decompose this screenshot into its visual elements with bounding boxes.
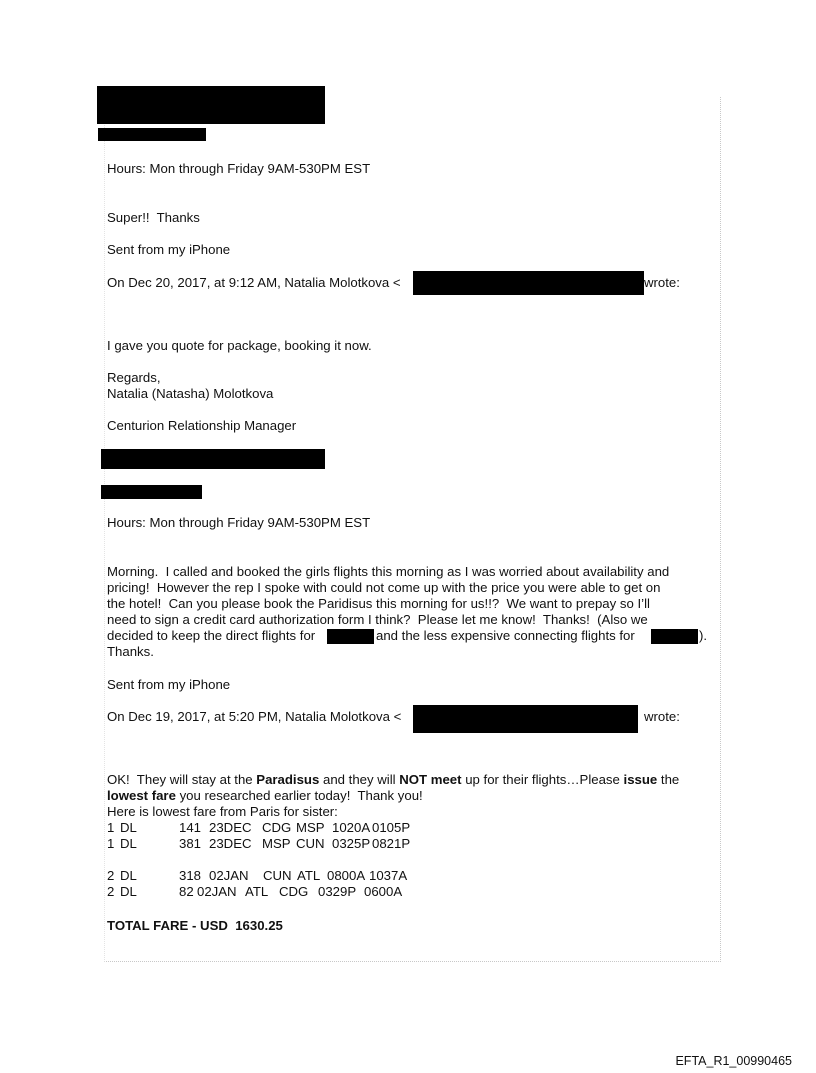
itinerary-date: 02JAN — [209, 868, 249, 883]
itinerary-to: CUN — [296, 836, 325, 851]
ok-message-line — [107, 788, 423, 804]
hotel-name-bold: Paradisus — [256, 772, 320, 787]
itinerary-dep: 0800A — [327, 868, 366, 883]
itinerary-date: 23DEC — [209, 820, 252, 835]
lowest-fare-bold: l — [107, 788, 111, 803]
redaction-block — [101, 485, 202, 499]
signature-hours: Hours: Mon through Friday 9AM-530PM EST — [107, 515, 371, 530]
itinerary-flight: 318 — [179, 868, 202, 883]
quote-header-prefix: On Dec 19, 2017, at 5:20 PM, Natalia Molotkova < — [107, 709, 402, 724]
itinerary-to: ATL — [297, 868, 321, 883]
message-fragment: ). — [699, 628, 708, 643]
itinerary-seg: 1 — [107, 820, 115, 835]
message-line — [107, 628, 315, 644]
text-run: up for their flights…Please — [461, 772, 624, 787]
itinerary-from: ATL — [245, 884, 269, 899]
itinerary-from: CUN — [263, 868, 292, 883]
itinerary-arr: 0821P — [372, 836, 411, 851]
hours-line: Hours: Mon through Friday 9AM-530PM EST — [107, 161, 371, 176]
signature-name: Natalia (Natasha) Molotkova — [107, 386, 274, 401]
redaction-block — [413, 705, 638, 733]
itinerary-seg: 2 — [107, 868, 115, 883]
sent-from-line: Sent from my iPhone — [107, 677, 231, 692]
itinerary-dep: 0329P — [318, 884, 357, 899]
signature-title: Centurion Relationship Manager — [107, 418, 297, 433]
reply-text: Super!! Thanks — [107, 210, 200, 225]
itinerary-to: CDG — [279, 884, 309, 899]
message-line: the hotel! Can you please book the Paridisus this morning for us!!? We want to prepay so I’ll — [107, 596, 650, 611]
redaction-block — [327, 629, 374, 644]
itinerary-to: MSP — [296, 820, 325, 835]
itinerary-date: 23DEC — [209, 836, 252, 851]
itinerary-dep: 1020A — [332, 820, 371, 835]
not-meet-bold: NOT meet — [399, 772, 462, 787]
itinerary-arr: 1037A — [369, 868, 408, 883]
itinerary-flight: 381 — [179, 836, 202, 851]
text-run: OK! They will stay at the — [107, 772, 257, 787]
itinerary-seg: 1 — [107, 836, 115, 851]
message-line: need to sign a credit card authorization form I think? Please let me know! Thanks! (Also we — [107, 612, 648, 627]
itinerary-from: MSP — [262, 836, 291, 851]
message-text: I gave you quote for package, booking it now. — [107, 338, 372, 353]
signature-regards: Regards, — [107, 370, 161, 385]
redaction-block — [651, 629, 698, 644]
issue-bold: issue — [623, 772, 658, 787]
ok-message-line — [107, 772, 679, 788]
itinerary-seg: 2 — [107, 884, 115, 899]
text-run: the — [657, 772, 680, 787]
redaction-block — [97, 86, 325, 124]
itinerary-airline: DL — [120, 836, 137, 851]
itinerary-airline: DL — [120, 884, 137, 899]
sent-from-line: Sent from my iPhone — [107, 242, 231, 257]
message-fragment: decided to keep the direct flights for — [107, 628, 316, 643]
quote-header-prefix: On Dec 20, 2017, at 9:12 AM, Natalia Molotkova < — [107, 275, 401, 290]
itinerary-airline: DL — [120, 868, 137, 883]
itinerary-date: 02JAN — [197, 884, 237, 899]
text-run: you researched earlier today! Thank you! — [175, 788, 423, 803]
redaction-block — [101, 449, 325, 469]
lowest-fare-bold: owest fare — [110, 788, 176, 803]
quote-header-line — [107, 709, 401, 725]
message-line: pricing! However the rep I spoke with could not come up with the price you were able to get on — [107, 580, 661, 595]
quote-header-suffix: wrote: — [644, 709, 680, 724]
itinerary-from: CDG — [262, 820, 292, 835]
itinerary-airline: DL — [120, 820, 137, 835]
itinerary-dep: 0325P — [332, 836, 371, 851]
message-line: Morning. I called and booked the girls flights this morning as I was worried about availability and — [107, 564, 670, 579]
itinerary-flight: 82 — [179, 884, 194, 899]
quote-header-line — [107, 275, 401, 291]
ok-message-line: Here is lowest fare from Paris for sister: — [107, 804, 338, 819]
itinerary-flight: 141 — [179, 820, 202, 835]
message-line: Thanks. — [107, 644, 154, 659]
redaction-block — [98, 128, 206, 141]
document-id: EFTA_R1_00990465 — [675, 1054, 792, 1068]
text-run: and they will — [319, 772, 400, 787]
itinerary-arr: 0600A — [364, 884, 403, 899]
quote-header-suffix: wrote: — [644, 275, 680, 290]
total-fare: TOTAL FARE - USD 1630.25 — [107, 918, 283, 933]
redaction-block — [413, 271, 644, 295]
itinerary-arr: 0105P — [372, 820, 411, 835]
message-fragment: and the less expensive connecting flights for — [376, 628, 635, 643]
